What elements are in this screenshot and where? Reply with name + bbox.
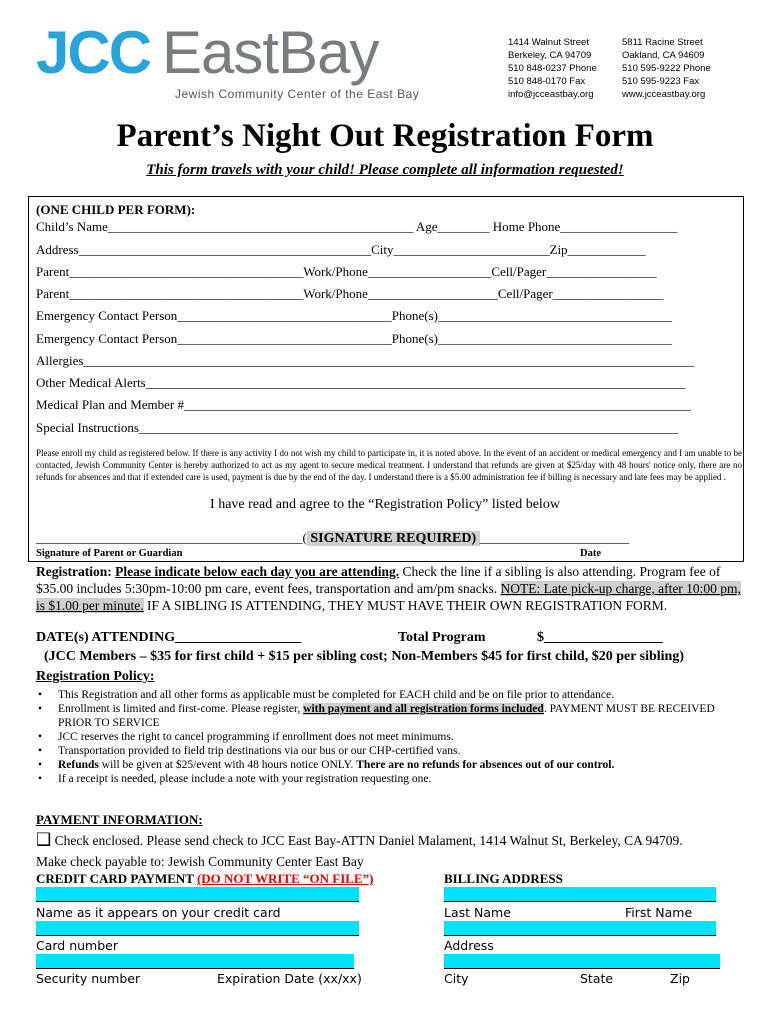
medical-alerts-field[interactable]: Other Medical Alerts___________________________________________________________________________________ — [36, 375, 686, 390]
registration-info — [36, 563, 746, 614]
address-field[interactable]: Address_____________________________________________City________________________Zip____________ — [36, 242, 646, 257]
card-number-label: Card number — [36, 938, 119, 953]
cardholder-name-input[interactable] — [36, 887, 359, 902]
check-option[interactable] — [36, 830, 683, 850]
address-label: Address — [444, 938, 494, 953]
medical-plan-field[interactable]: Medical Plan and Member #______________________________________________________________________________ — [36, 397, 692, 412]
address-line: 510 595-9223 Fax — [622, 76, 700, 87]
policy-item: • Transportation provided to field trip destinations via our bus or our CHP-certified vans. — [36, 744, 744, 758]
security-number-input[interactable] — [36, 954, 354, 969]
late-pickup-note: NOTE: Late pick-up charge, after 10:00 pm, is $1.00 per minute. — [36, 581, 741, 613]
date-underline: _______________________ — [479, 530, 630, 545]
policy-heading: Registration Policy: — [36, 669, 155, 684]
signature-underline: _________________________________________( — [36, 530, 307, 545]
cc-heading-text: CREDIT CARD PAYMENT — [36, 871, 197, 886]
expiration-label: Expiration Date (xx/xx) — [217, 971, 362, 986]
address-line: 510 848-0170 Fax — [508, 76, 586, 87]
billing-city-input[interactable] — [444, 954, 720, 969]
first-name-label: First Name — [625, 905, 693, 920]
policy-agreement: I have read and agree to the “Registration Policy” listed below — [210, 497, 560, 512]
payable-text: Make check payable to: Jewish Community Center East Bay — [36, 854, 364, 869]
policy-item: • If a receipt is needed, please include a note with your registration requesting one. — [36, 772, 744, 786]
policy-item: • Refunds will be given at $25/event with 48 hours notice ONLY. There are no refunds for absences out of our control. — [36, 758, 744, 772]
address-line: www.jcceastbay.org — [622, 89, 706, 100]
address-line: 510 595-9222 Phone — [622, 63, 711, 74]
policy-item: • This Registration and all other forms as applicable must be completed for EACH child and be on file prior to attendance. — [36, 688, 744, 702]
page-subtitle: This form travels with your child! Please complete all information requested! — [146, 162, 624, 178]
address-line: Berkeley, CA 94709 — [508, 50, 592, 61]
check-text: Check enclosed. Please send check to JCC East Bay-ATTN Daniel Malament, 1414 Walnut St, Berkeley, CA 94709. — [54, 833, 683, 848]
zip-label: Zip — [670, 971, 690, 986]
registration-text: Check the line if a sibling is also attending. Program fee of $35.00 includes 5:30pm-10:00 pm care, event fees, transportation and am/pm snacks. — [36, 564, 721, 596]
city-label: City — [444, 971, 469, 986]
payment-heading: PAYMENT INFORMATION: — [36, 812, 203, 827]
address-line: 510 848-0237 Phone — [508, 63, 597, 74]
allergies-field[interactable]: Allergies______________________________________________________________________________________________ — [36, 353, 695, 368]
waiver-text: Please enroll my child as registered below. If there is any activity I do not wish my child to participate in, it is noted above. In the event of an accident or medical emergency and I am unable to be contacted, Jewish Community Center is hereby authorized to act as my agent to secure medical treatment. I understand that refunds are given at $25/day with 48 hours' notice only, there are no refunds for absences and that if extended care is used, payment is due by the end of the day. I understand there is a $5.00 administration fee if billing is necessary and late fees may be applied . — [36, 448, 742, 482]
emergency-contact-field[interactable]: Emergency Contact Person_________________________________Phone(s)____________________________________ — [36, 308, 672, 323]
date-label: Date — [580, 548, 601, 559]
address-berkeley — [508, 36, 597, 101]
credit-card-heading — [36, 871, 373, 887]
signature-label: Signature of Parent or Guardian — [36, 548, 183, 559]
address-oakland — [622, 36, 711, 101]
security-number-label: Security number — [36, 971, 141, 986]
policy-item: • JCC reserves the right to cancel programming if enrollment does not meet minimums. — [36, 730, 744, 744]
parent-field[interactable]: Parent____________________________________Work/Phone___________________Cell/Pager_________________ — [36, 264, 657, 279]
dates-attending-field[interactable]: DATE(s) ATTENDING__________________ — [36, 630, 302, 645]
page-title: Parent’s Night Out Registration Form — [116, 118, 654, 154]
address-line: Oakland, CA 94609 — [622, 50, 705, 61]
logo-eastbay: EastBay — [162, 19, 379, 86]
child-name-field[interactable]: Child’s Name_______________________________________________ Age________ Home Phone__________________ — [36, 219, 678, 234]
address-line: info@jcceastbay.org — [508, 89, 594, 100]
policy-item: • Enrollment is limited and first-come. Please register, with payment and all registration forms included. PAYMENT MUST BE RECEIVED PRIOR TO SERVICE — [36, 702, 744, 730]
billing-heading: BILLING ADDRESS — [444, 871, 563, 886]
last-name-label: Last Name — [444, 905, 511, 920]
parent-field[interactable]: Parent____________________________________Work/Phone____________________Cell/Pager_________________ — [36, 286, 664, 301]
registration-label: Registration: — [36, 564, 112, 579]
pricing-info: (JCC Members – $35 for first child + $15 per sibling cost; Non-Members $45 for first child, $20 per sibling) — [44, 649, 685, 664]
signature-line[interactable] — [36, 530, 629, 547]
total-program-field[interactable]: $_________________ — [537, 630, 663, 645]
billing-address-input[interactable] — [444, 921, 716, 936]
total-program-label: Total Program — [398, 630, 486, 645]
logo-jcc: JCC — [36, 19, 151, 86]
billing-name-input[interactable] — [444, 887, 716, 902]
state-label: State — [580, 971, 614, 986]
address-line: 1414 Walnut Street — [508, 37, 589, 48]
registration-instruction: Please indicate below each day you are attending. — [115, 564, 400, 579]
address-line: 5811 Racine Street — [622, 37, 703, 48]
cc-warning: (DO NOT WRITE “ON FILE”) — [196, 871, 374, 886]
special-instructions-field[interactable]: Special Instructions___________________________________________________________________________________ — [36, 420, 679, 435]
logo-subtitle: Jewish Community Center of the East Bay — [175, 87, 420, 101]
form-heading: (ONE CHILD PER FORM): — [36, 202, 196, 217]
signature-required: SIGNATURE REQUIRED) — [306, 531, 480, 546]
cardholder-name-label: Name as it appears on your credit card — [36, 905, 281, 920]
card-number-input[interactable] — [36, 921, 359, 936]
policy-list — [36, 688, 744, 786]
checkbox-icon[interactable]: ❑ — [36, 830, 52, 850]
sibling-note: IF A SIBLING IS ATTENDING, THEY MUST HAVE THEIR OWN REGISTRATION FORM. — [143, 598, 668, 613]
emergency-contact-field[interactable]: Emergency Contact Person_________________________________Phone(s)____________________________________ — [36, 331, 672, 346]
